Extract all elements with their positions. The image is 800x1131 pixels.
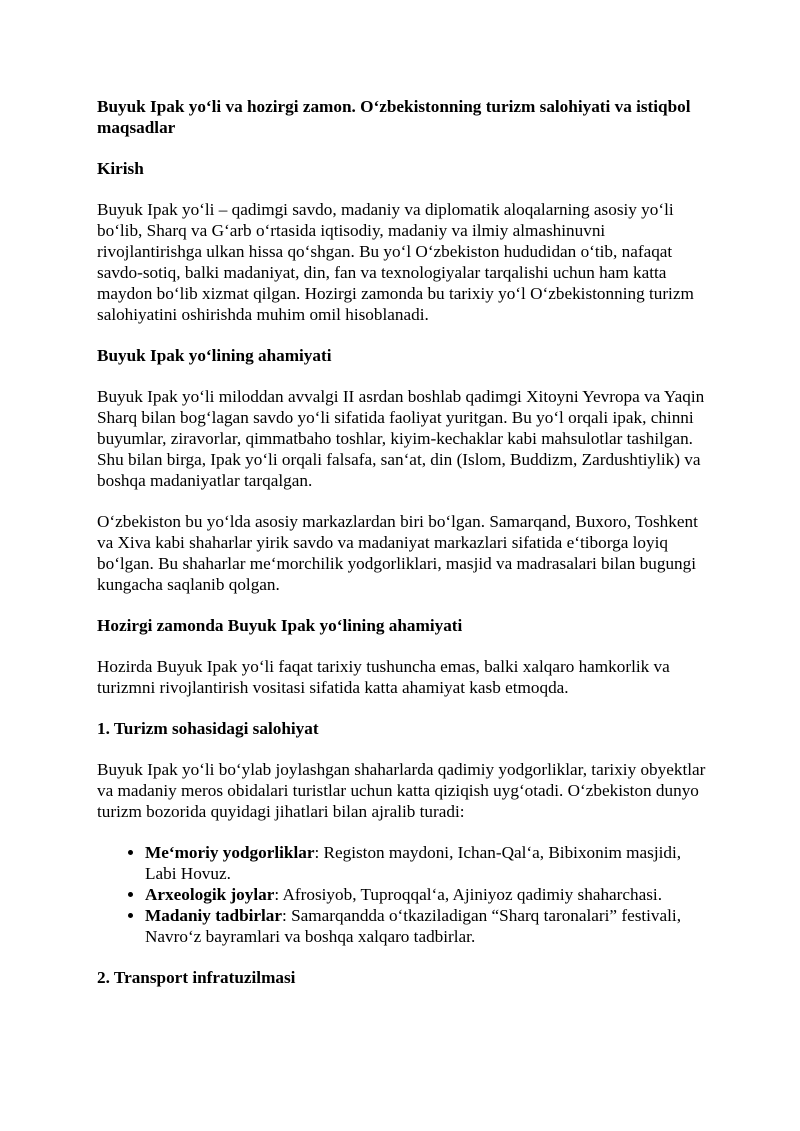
list-item-term: Me‘moriy yodgorliklar — [145, 843, 315, 862]
list-item-text: : Samarqandda o‘tkaziladigan “Sharq taronalari” festivali, Navro‘z bayramlari va boshqa xalqaro tadbirlar. — [145, 906, 682, 946]
heading-modern: Hozirgi zamonda Buyuk Ipak yo‘lining ahamiyati — [97, 616, 463, 635]
document-title: Buyuk Ipak yo‘li va hozirgi zamon. O‘zbekistonning turizm salohiyati va istiqbol maqsadlar — [97, 97, 691, 137]
tourism-list — [97, 842, 709, 947]
list-item-text: : Registon maydoni, Ichan-Qal‘a, Bibixonim masjidi, Labi Hovuz. — [145, 843, 682, 883]
paragraph-tourism: Buyuk Ipak yo‘li bo‘ylab joylashgan shaharlarda qadimiy yodgorliklar, tarixiy obyektlar va madaniy meros obidalari turistlar uchun katta qiziqish uyg‘otadi. O‘zbekiston dunyo turizm bozorida quyidagi jihatlari bilan ajralib turadi: — [97, 760, 706, 821]
heading-transport: 2. Transport infratuzilmasi — [97, 968, 296, 987]
list-item-term: Madaniy tadbirlar — [145, 906, 283, 925]
list-item — [145, 905, 709, 947]
paragraph-intro: Buyuk Ipak yo‘li – qadimgi savdo, madaniy va diplomatik aloqalarning asosiy yo‘li bo‘lib, Sharq va G‘arb o‘rtasida iqtisodiy, madaniy va ilmiy almashinuvni rivojlantirishga ulkan hissa qo‘shgan. Bu yo‘l O‘zbekiston hududidan o‘tib, nafaqat savdo-sotiq, balki madaniyat, din, fan va texnologiyalar tarqalishi uchun ham katta maydon bo‘lib xizmat qilgan. Hozirgi zamonda bu tarixiy yo‘l O‘zbekistonning turizm salohiyatini oshirishda muhim omil hisoblanadi. — [97, 200, 694, 324]
paragraph-importance-1: Buyuk Ipak yo‘li miloddan avvalgi II asrdan boshlab qadimgi Xitoyni Yevropa va Yaqin Sharq bilan bog‘lagan savdo yo‘li sifatida faoliyat yuritgan. Bu yo‘l orqali ipak, chinni buyumlar, ziravorlar, qimmatbaho toshlar, kiyim-kechaklar kabi mahsulotlar tashilgan. Shu bilan birga, Ipak yo‘li orqali falsafa, san‘at, din (Islom, Buddizm, Zardushtiylik) va boshqa madaniyatlar tarqalgan. — [97, 387, 705, 490]
heading-importance: Buyuk Ipak yo‘lining ahamiyati — [97, 346, 332, 365]
paragraph-modern: Hozirda Buyuk Ipak yo‘li faqat tarixiy tushuncha emas, balki xalqaro hamkorlik va turizmni rivojlantirish vositasi sifatida katta ahamiyat kasb etmoqda. — [97, 657, 670, 697]
paragraph-importance-2: O‘zbekiston bu yo‘lda asosiy markazlardan biri bo‘lgan. Samarqand, Buxoro, Toshkent va Xiva kabi shaharlar yirik savdo va madaniyat markazlari sifatida e‘tiborga loyiq bo‘lgan. Bu shaharlar me‘morchilik yodgorliklari, masjid va madrasalari bilan bugungi kungacha saqlanib qolgan. — [97, 512, 698, 594]
heading-intro: Kirish — [97, 159, 144, 178]
list-item — [145, 842, 709, 884]
list-item-text: : Afrosiyob, Tuproqqal‘a, Ajiniyoz qadimiy shaharchasi. — [274, 885, 663, 904]
document-page — [97, 96, 709, 1008]
list-item — [145, 884, 709, 905]
heading-tourism: 1. Turizm sohasidagi salohiyat — [97, 719, 319, 738]
list-item-term: Arxeologik joylar — [145, 885, 275, 904]
